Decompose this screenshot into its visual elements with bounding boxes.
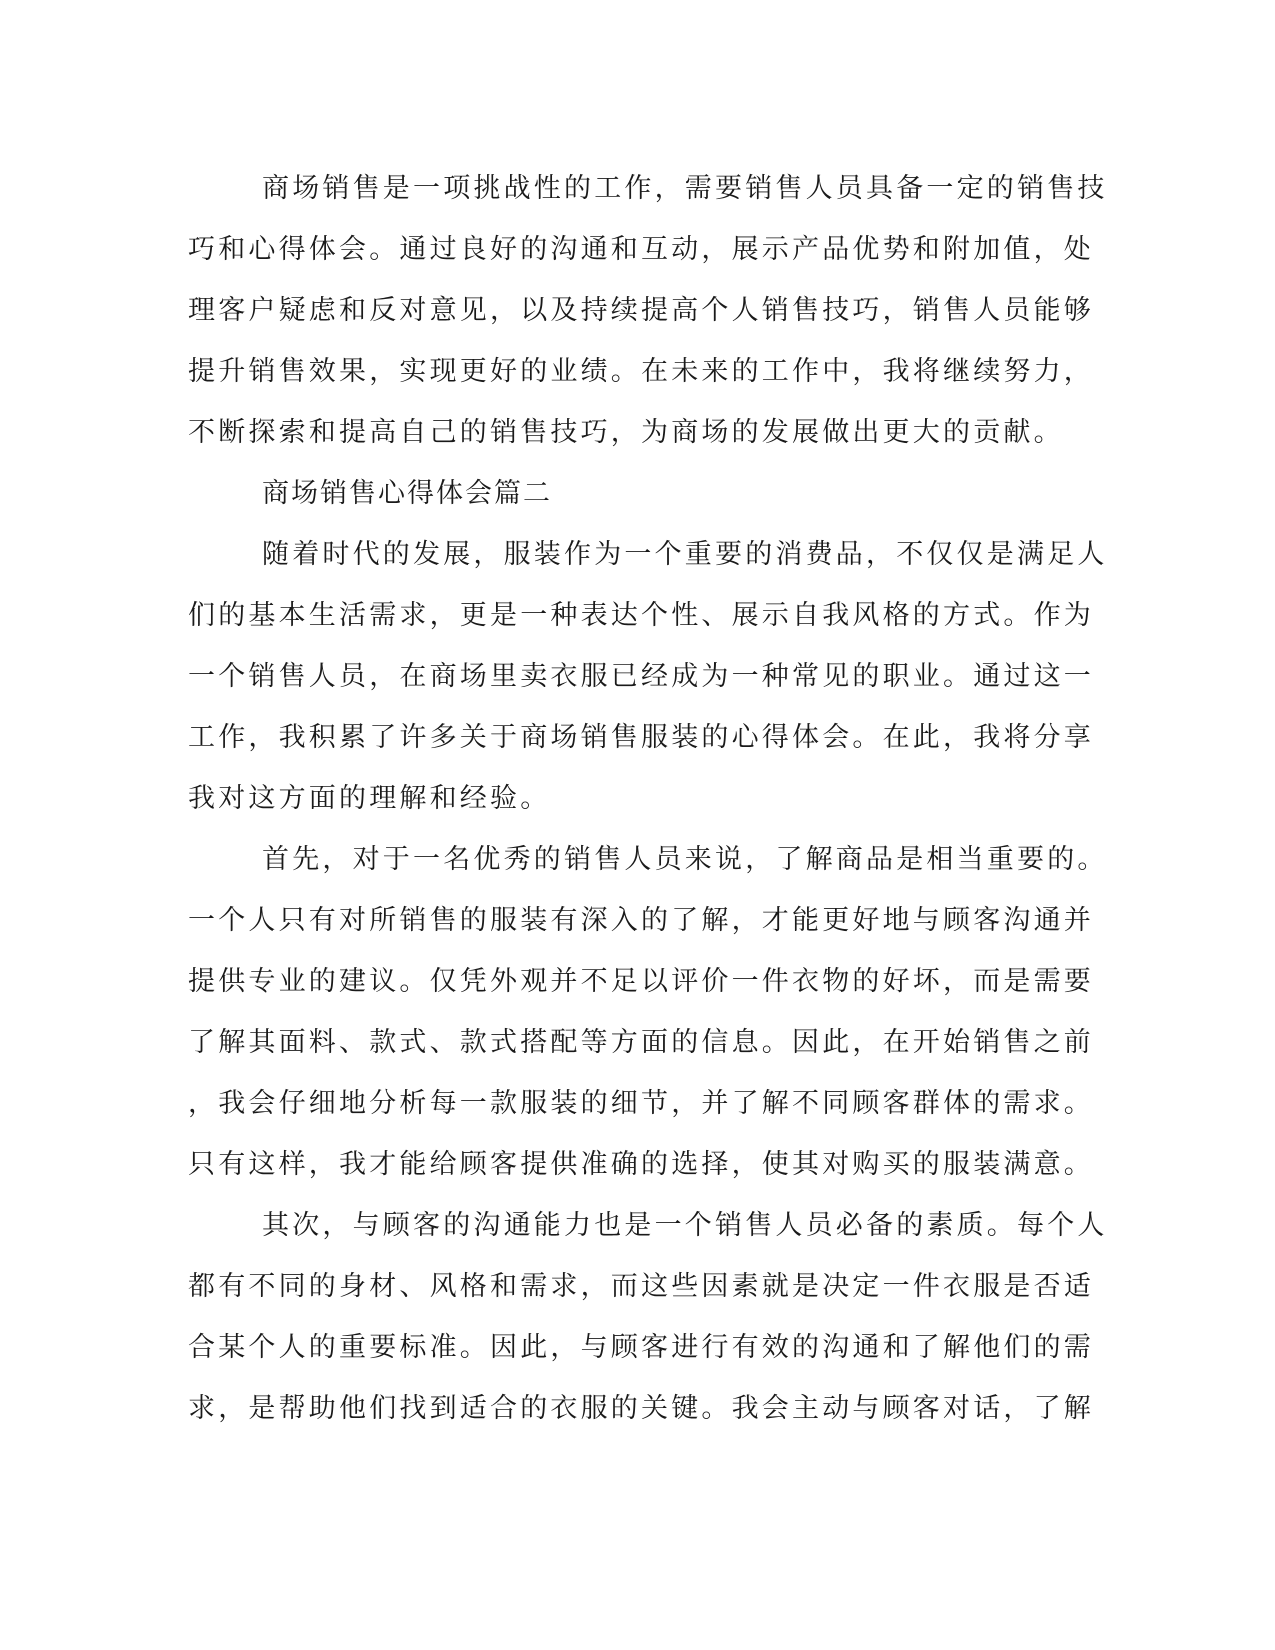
- paragraph-2-line-2: 们的基本生活需求，更是一种表达个性、展示自我风格的方式。作为: [188, 600, 1094, 631]
- paragraph-3-line-2: 一个人只有对所销售的服装有深入的了解，才能更好地与顾客沟通并: [188, 905, 1094, 936]
- paragraph-3-line-4: 了解其面料、款式、款式搭配等方面的信息。因此，在开始销售之前: [188, 1027, 1094, 1058]
- paragraph-1-line-5: 不断探索和提高自己的销售技巧，为商场的发展做出更大的贡献。: [188, 417, 1064, 448]
- paragraph-2-line-3: 一个销售人员，在商场里卖衣服已经成为一种常见的职业。通过这一: [188, 661, 1094, 692]
- paragraph-1-line-1: 商场销售是一项挑战性的工作，需要销售人员具备一定的销售技: [262, 173, 1108, 204]
- paragraph-3-line-3: 提供专业的建议。仅凭外观并不足以评价一件衣物的好坏，而是需要: [188, 966, 1094, 997]
- paragraph-3-line-6: 只有这样，我才能给顾客提供准确的选择，使其对购买的服装满意。: [188, 1149, 1094, 1180]
- section-heading: 商场销售心得体会篇二: [262, 478, 552, 509]
- paragraph-1-line-3: 理客户疑虑和反对意见，以及持续提高个人销售技巧，销售人员能够: [188, 295, 1094, 326]
- paragraph-4-line-2: 都有不同的身材、风格和需求，而这些因素就是决定一件衣服是否适: [188, 1271, 1094, 1302]
- paragraph-3-line-5: ，我会仔细地分析每一款服装的细节，并了解不同顾客群体的需求。: [188, 1088, 1094, 1119]
- paragraph-2-line-5: 我对这方面的理解和经验。: [188, 783, 551, 814]
- paragraph-2-line-4: 工作，我积累了许多关于商场销售服装的心得体会。在此，我将分享: [188, 722, 1094, 753]
- paragraph-1-line-4: 提升销售效果，实现更好的业绩。在未来的工作中，我将继续努力，: [188, 356, 1094, 387]
- paragraph-3-line-1: 首先，对于一名优秀的销售人员来说，了解商品是相当重要的。: [262, 844, 1108, 875]
- paragraph-1-line-2: 巧和心得体会。通过良好的沟通和互动，展示产品优势和附加值，处: [188, 234, 1094, 265]
- paragraph-2-line-1: 随着时代的发展，服装作为一个重要的消费品，不仅仅是满足人: [262, 539, 1108, 570]
- paragraph-4-line-4: 求，是帮助他们找到适合的衣服的关键。我会主动与顾客对话，了解: [188, 1393, 1094, 1424]
- paragraph-4-line-1: 其次，与顾客的沟通能力也是一个销售人员必备的素质。每个人: [262, 1210, 1108, 1241]
- paragraph-4-line-3: 合某个人的重要标准。因此，与顾客进行有效的沟通和了解他们的需: [188, 1332, 1094, 1363]
- document-body: [188, 158, 1108, 1439]
